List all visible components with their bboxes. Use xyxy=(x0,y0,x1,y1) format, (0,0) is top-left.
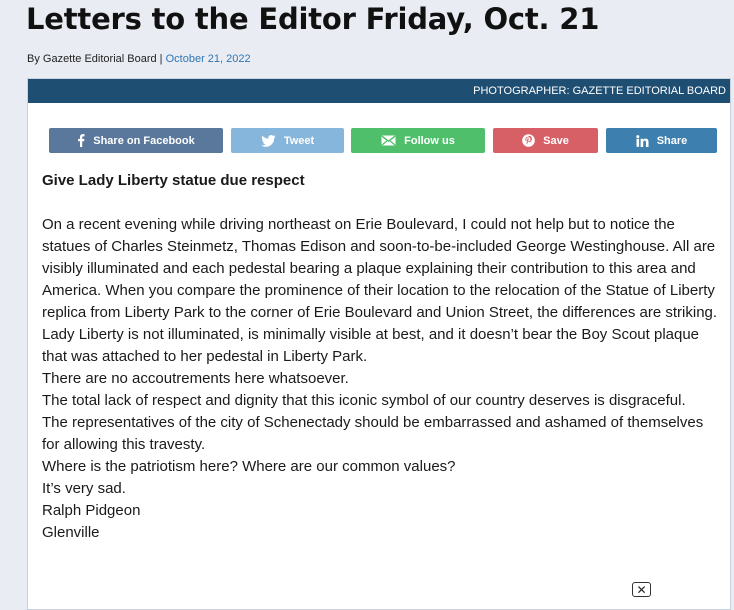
article-body xyxy=(42,170,722,544)
share-twitter-label: Tweet xyxy=(283,134,315,147)
article-paragraph: Lady Liberty is not illuminated, is minimally visible at best, and it doesn’t bear the Boy Scout plaque that was attached to her pedestal in Liberty Park. xyxy=(42,326,700,365)
twitter-bird-icon xyxy=(261,135,276,147)
pinterest-icon xyxy=(522,134,535,147)
linkedin-icon xyxy=(636,135,649,147)
letter-author-town: Glenville xyxy=(42,524,100,541)
byline xyxy=(27,53,251,65)
share-linkedin-button[interactable] xyxy=(606,128,717,153)
follow-email-button[interactable] xyxy=(351,128,485,153)
close-icon: ✕ xyxy=(636,583,647,597)
article-paragraph: It’s very sad. xyxy=(42,480,126,497)
facebook-icon xyxy=(77,134,85,147)
article-paragraph: The total lack of respect and dignity that this iconic symbol of our country deserves is disgraceful. xyxy=(42,392,686,409)
share-linkedin-label: Share xyxy=(656,134,688,147)
article-paragraph: Where is the patriotism here? Where are our common values? xyxy=(42,458,456,475)
photo-credit: PHOTOGRAPHER: GAZETTE EDITORIAL BOARD xyxy=(28,79,730,103)
letter-author-name: Ralph Pidgeon xyxy=(42,502,141,519)
share-twitter-button[interactable] xyxy=(231,128,344,153)
letter-heading: Give Lady Liberty statue due respect xyxy=(42,172,305,189)
share-facebook-label: Share on Facebook xyxy=(93,134,195,147)
publish-date-link[interactable]: October 21, 2022 xyxy=(165,53,251,65)
article-paragraph: On a recent evening while driving northeast on Erie Boulevard, I could not help but to notice the statues of Charles Steinmetz, Thomas Edison and soon-to-be-included George Westinghouse. All are visibly illuminated and each pedestal bearing a plaque explaining their contribution to this area and America. When you compare the prominence of their location to the relocation of the Statue of Liberty replica from Liberty Park to the corner of Erie Boulevard and Union Street, the differences are striking. xyxy=(42,216,718,321)
close-ad-button[interactable] xyxy=(632,582,651,597)
article-paragraph: There are no accoutrements here whatsoever. xyxy=(42,370,349,387)
envelope-icon xyxy=(381,135,396,146)
byline-author: By Gazette Editorial Board | xyxy=(27,53,163,65)
follow-email-label: Follow us xyxy=(404,134,455,147)
article-panel xyxy=(27,78,731,610)
article-paragraph: The representatives of the city of Schenectady should be embarrassed and ashamed of themselves for allowing this travesty. xyxy=(42,414,704,453)
page-title: Letters to the Editor Friday, Oct. 21 xyxy=(26,2,600,36)
share-facebook-button[interactable] xyxy=(49,128,223,153)
save-pinterest-button[interactable] xyxy=(493,128,598,153)
save-pinterest-label: Save xyxy=(543,134,569,147)
